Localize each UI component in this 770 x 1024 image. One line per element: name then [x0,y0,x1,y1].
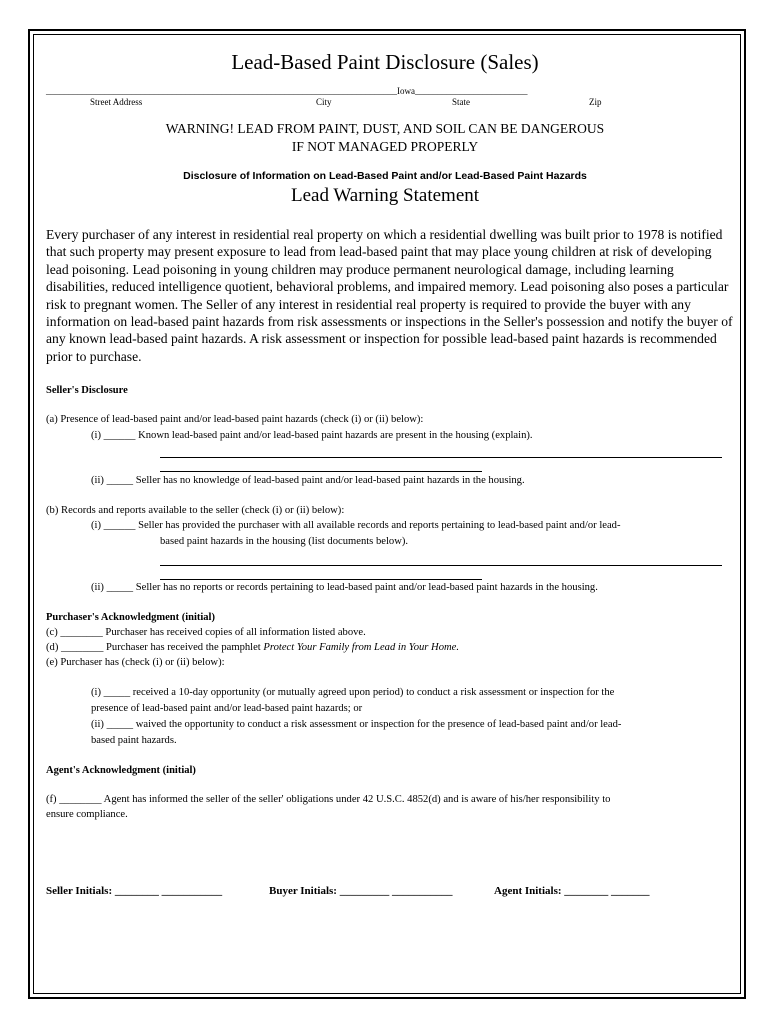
state-label: State [452,97,470,107]
item-b-ii[interactable]: (ii) _____ Seller has no reports or records pertaining to lead-based paint and/or lead-based paint hazards in the housing. [91,582,598,593]
warning-line-1: WARNING! LEAD FROM PAINT, DUST, AND SOIL CAN BE DANGEROUS [165,121,605,136]
item-e-i-line2: presence of lead-based paint and/or lead-based paint hazards; or [91,703,363,714]
item-f-line1[interactable]: (f) ________ Agent has informed the seller of the seller' obligations under 42 U.S.C. 4852(d) and is aware of his/her responsibility to [46,794,611,805]
address-line[interactable]: ______________________________________________________________________________Iowa_________________________ [46,86,528,96]
item-e-i-line1[interactable]: (i) _____ received a 10-day opportunity (or mutually agreed upon period) to conduct a risk assessment or inspection for the [91,687,615,698]
item-c[interactable]: (c) ________ Purchaser has received copies of all information listed above. [46,627,366,638]
item-b: (b) Records and reports available to the seller (check (i) or (ii) below): [46,505,345,516]
item-b-i-line2: based paint hazards in the housing (list documents below). [160,536,409,547]
explain-line-2[interactable] [160,471,482,472]
zip-label: Zip [589,97,602,107]
explain-line-1[interactable] [160,457,722,458]
item-e-ii-line1[interactable]: (ii) _____ waived the opportunity to conduct a risk assessment or inspection for the presence of lead-based paint and/or lead- [91,719,622,730]
item-e: (e) Purchaser has (check (i) or (ii) below): [46,657,225,668]
pamphlet-title: Protect Your Family from Lead in Your Home. [263,642,460,653]
agent-initials[interactable]: Agent Initials: ________ _______ [494,885,650,897]
lead-warning-paragraph: Every purchaser of any interest in residential real property on which a residential dwelling was built prior to 1978 is notified that such property may present exposure to lead from lead-based paint that may place young children at risk of developing lead poisoning. Lead poisoning in young children may produce permanent neurological damage, including learning disabilities, reduced intelligence quotient, behavioral problems, and impaired memory. Lead poisoning also poses a particular risk to pregnant women. The Seller of any interest in residential real property is required to provide the buyer with any information on lead-based paint hazards from risk assessments or inspections in the Seller's possession and notify the buyer of any known lead-based paint hazards. A risk assessment or inspection for possible lead-based paint hazards is recommended prior to purchase. [46,227,733,364]
sellers-disclosure-heading: Seller's Disclosure [46,385,128,396]
documents-line-2[interactable] [160,579,482,580]
item-d-text: (d) ________ Purchaser has received the pamphlet [46,642,264,653]
warning-line-2: IF NOT MANAGED PROPERLY [291,139,479,154]
item-e-ii-line2: based paint hazards. [91,735,177,746]
item-d[interactable] [46,642,459,653]
lead-warning-title: Lead Warning Statement [290,185,480,206]
purchaser-ack-heading: Purchaser's Acknowledgment (initial) [46,612,215,623]
street-address-label: Street Address [90,97,143,107]
agent-ack-heading: Agent's Acknowledgment (initial) [46,765,196,776]
document-title: Lead-Based Paint Disclosure (Sales) [231,50,539,74]
seller-initials[interactable]: Seller Initials: ________ ___________ [46,885,223,897]
city-label: City [316,97,332,107]
documents-line-1[interactable] [160,565,722,566]
item-f-line2: ensure compliance. [46,809,128,820]
buyer-initials[interactable]: Buyer Initials: _________ ___________ [269,885,453,897]
item-b-i-line1[interactable]: (i) ______ Seller has provided the purchaser with all available records and reports pertaining to lead-based paint and/or lead- [91,520,621,531]
disclosure-heading: Disclosure of Information on Lead-Based Paint and/or Lead-Based Paint Hazards [183,170,587,182]
item-a: (a) Presence of lead-based paint and/or lead-based paint hazards (check (i) or (ii) below): [46,414,424,425]
item-a-i[interactable]: (i) ______ Known lead-based paint and/or lead-based paint hazards are present in the housing (explain). [91,430,533,441]
item-a-ii[interactable]: (ii) _____ Seller has no knowledge of lead-based paint and/or lead-based paint hazards in the housing. [91,475,525,486]
